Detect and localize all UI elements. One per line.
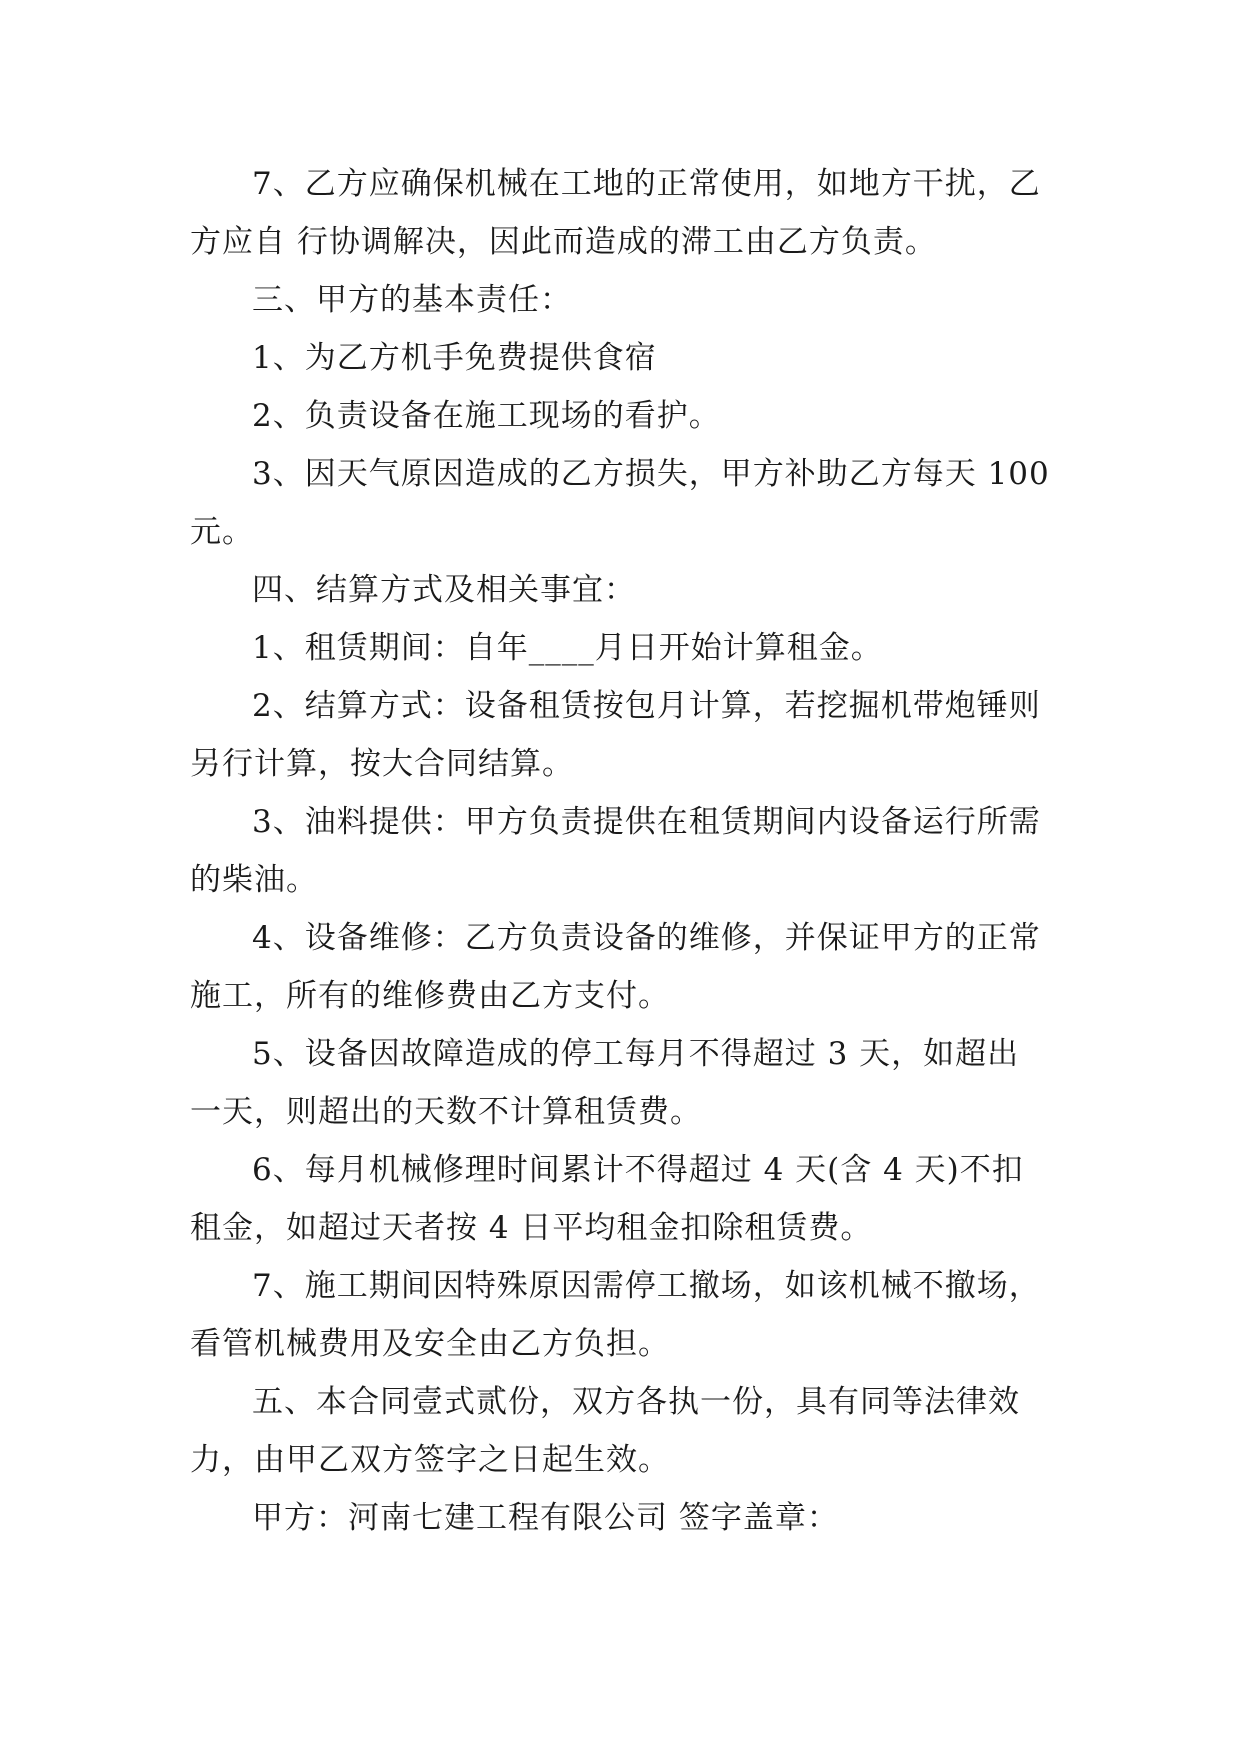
clause-c4-5: 5、设备因故障造成的停工每月不得超过 3 天，如超出一天，则超出的天数不计算租赁费。 <box>190 1036 1020 1130</box>
clause-c4-3: 3、油料提供：甲方负责提供在租赁期间内设备运行所需的柴油。 <box>190 804 1041 898</box>
clause-c3-3: 3、因天气原因造成的乙方损失，甲方补助乙方每天 100 元。 <box>190 456 1061 550</box>
clause-c4-1: 1、租赁期间：自年____月日开始计算租金。 <box>252 630 883 666</box>
clause-c4-4: 4、设备维修：乙方负责设备的维修，并保证甲方的正常施工，所有的维修费由乙方支付。 <box>190 920 1041 1014</box>
clause-c4-2: 2、结算方式：设备租赁按包月计算，若挖掘机带炮锤则另行计算，按大合同结算。 <box>190 688 1041 782</box>
section-heading-4: 四、结算方式及相关事宜： <box>252 572 636 608</box>
clause-c3-2: 2、负责设备在施工现场的看护。 <box>252 398 721 434</box>
section-heading-5: 五、本合同壹式贰份，双方各执一份，具有同等法律效力，由甲乙双方签字之日起生效。 <box>190 1384 1020 1478</box>
clause-b2-7: 7、乙方应确保机械在工地的正常使用，如地方干扰，乙方应自 行协调解决，因此而造成的滞工由乙方负责。 <box>190 166 1041 260</box>
clause-c3-1: 1、为乙方机手免费提供食宿 <box>252 340 657 376</box>
clause-c4-7: 7、施工期间因特殊原因需停工撤场，如该机械不撤场，看管机械费用及安全由乙方负担。 <box>190 1268 1041 1362</box>
party-a-signature-line: 甲方：河南七建工程有限公司 签字盖章： <box>252 1500 839 1536</box>
document-body <box>190 155 1061 1547</box>
clause-c4-6: 6、每月机械修理时间累计不得超过 4 天(含 4 天)不扣租金，如超过天者按 4 日平均租金扣除租赁费。 <box>190 1152 1024 1246</box>
section-heading-3: 三、甲方的基本责任： <box>252 282 572 318</box>
